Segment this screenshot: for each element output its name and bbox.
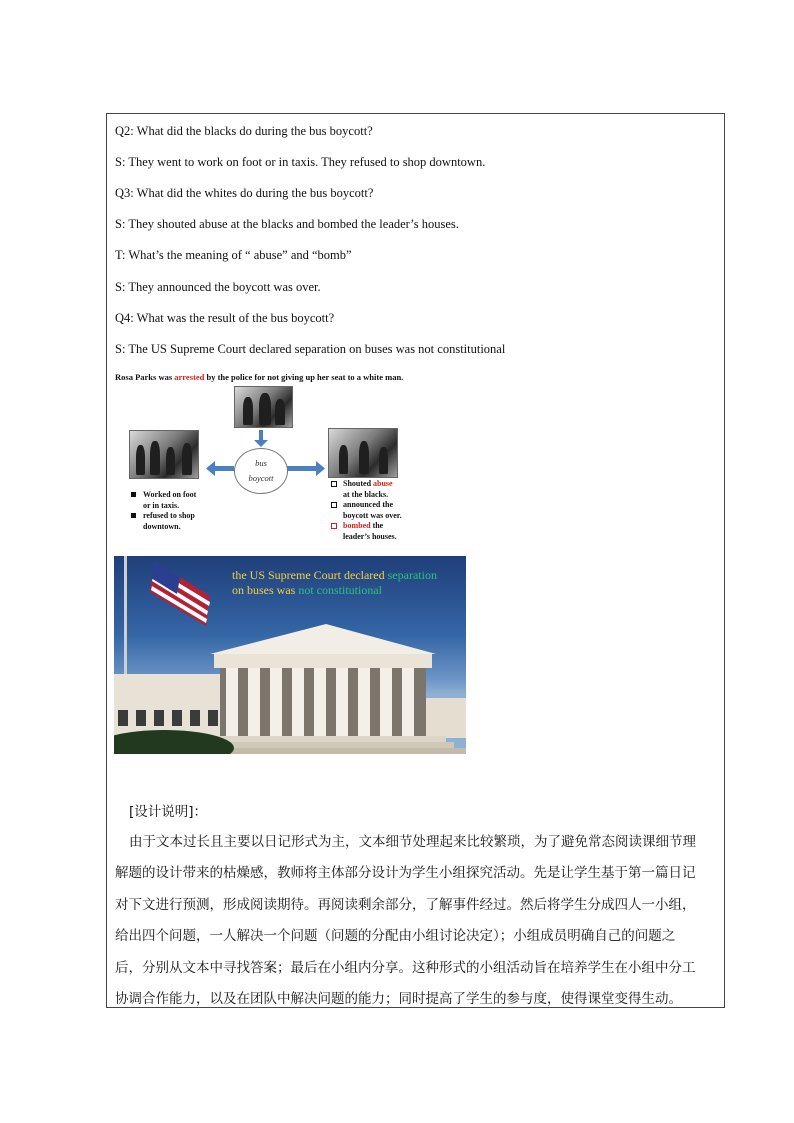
node-label: bus — [255, 458, 267, 468]
bullet-text: announced the — [343, 500, 394, 509]
left-bullets — [131, 490, 196, 532]
qa-line-q3: Q3: What did the whites do during the bus boycott? — [115, 186, 374, 200]
content-frame — [106, 113, 725, 1008]
bus-boycott-diagram — [114, 372, 421, 544]
qa-line-answer: S: They went to work on foot or in taxis. They refused to shop downtown. — [115, 155, 486, 169]
notes-line: 对下文进行预测，形成阅读期待。再阅读剩余部分，了解事件经过。然后将学生分成四人一小组， — [115, 897, 696, 913]
bullet-text: downtown. — [143, 521, 181, 531]
bullet-text: Shouted — [343, 479, 374, 488]
court-headline — [232, 568, 437, 598]
us-flag-icon — [150, 561, 210, 626]
bullet-text: the — [370, 521, 384, 530]
notes-line: 解题的设计带来的枯燥感，教师将主体部分设计为学生小组探究活动。先是让学生基于第一篇日记 — [115, 865, 696, 881]
caption-text: Rosa Parks was — [115, 372, 175, 382]
headline-highlight: separation — [387, 568, 437, 582]
bullet-highlight: bombed — [343, 521, 371, 530]
right-bullets — [331, 479, 402, 542]
supreme-court-image — [114, 556, 466, 754]
notes-line: 协调合作能力，以及在团队中解决问题的能力；同时提高了学生的参与度，使得课堂变得生动。 — [115, 991, 682, 1007]
caption-text: by the police for not giving up her seat to a white man. — [204, 372, 404, 382]
notes-line: 后，分别从文本中寻找答案；最后在小组内分享。这种形式的小组活动旨在培养学生在小组中分工 — [115, 960, 696, 976]
qa-line-answer: S: They shouted abuse at the blacks and bombed the leader’s houses. — [115, 217, 459, 231]
qa-line-answer: S: They announced the boycott was over. — [115, 280, 321, 294]
caption-highlight: arrested — [174, 372, 205, 382]
qa-line-answer: S: The US Supreme Court declared separation on buses was not constitutional — [115, 342, 506, 356]
bullet-text: leader’s houses. — [343, 531, 397, 541]
headline-highlight: not constitutional — [298, 583, 382, 597]
bullet-text: Worked on foot — [143, 490, 197, 499]
bullet-text: at the blacks. — [343, 489, 389, 499]
bullet-text: boycott was over. — [343, 510, 402, 520]
headline-text: the US Supreme Court declared — [232, 568, 388, 582]
node-label: boycott — [248, 473, 274, 483]
headline-text: on buses was — [232, 583, 299, 597]
bullet-text: or in taxis. — [143, 500, 180, 510]
notes-line: 由于文本过长且主要以日记形式为主，文本细节处理起来比较繁琐，为了避免常态阅读课细节理 — [129, 834, 696, 850]
bullet-highlight: abuse — [373, 479, 393, 488]
bus-boycott-node — [234, 448, 288, 494]
notes-line: 给出四个问题，一人解决一个问题（问题的分配由小组讨论决定）；小组成员明确自己的问题之 — [115, 928, 676, 944]
notes-heading: [设计说明]： — [129, 804, 208, 820]
qa-line-q4: Q4: What was the result of the bus boycott? — [115, 311, 335, 325]
bullet-text: refused to shop — [143, 511, 195, 520]
qa-line-teacher: T: What’s the meaning of “ abuse” and “bomb” — [115, 248, 352, 262]
qa-line-q2: Q2: What did the blacks do during the bus boycott? — [115, 124, 373, 138]
